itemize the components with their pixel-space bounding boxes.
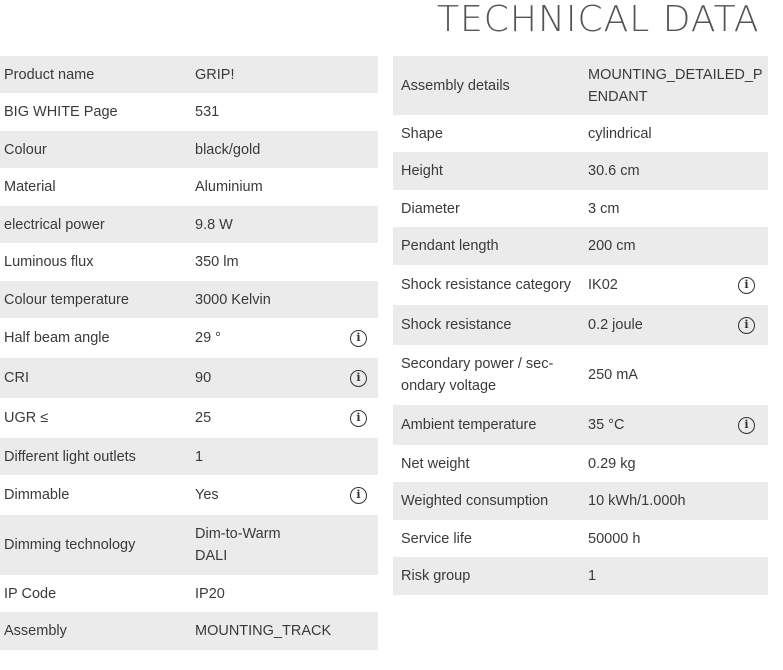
row-label: Risk group [401, 568, 471, 584]
row-label: Luminous flux [4, 254, 94, 270]
technical-data-table-right [393, 56, 768, 595]
table-row [0, 358, 378, 398]
table-row [393, 227, 768, 265]
row-label: CRI [4, 370, 29, 386]
row-value: 9.8 W [195, 217, 233, 233]
row-value: 25 [195, 410, 212, 426]
row-value: 0.2 joule [588, 317, 643, 333]
table-row [393, 190, 768, 227]
info-icon[interactable]: i [738, 417, 755, 434]
table-row [393, 56, 768, 115]
row-value: black/gold [195, 142, 261, 158]
row-value: 0.29 kg [588, 456, 636, 472]
table-row [0, 398, 378, 438]
table-row [393, 520, 768, 557]
table-row [0, 93, 378, 131]
table-row [0, 515, 378, 575]
row-label: Weighted consumption [401, 493, 549, 509]
info-icon[interactable]: i [350, 487, 367, 504]
table-row [0, 281, 378, 318]
row-label: Half beam angle [4, 330, 110, 346]
row-value: IK02 [588, 277, 618, 293]
row-value: 3 cm [588, 201, 620, 217]
row-value: 1 [588, 568, 597, 584]
info-icon[interactable]: i [350, 410, 367, 427]
row-label: Dimmable [4, 487, 70, 503]
row-value: IP20 [195, 586, 225, 602]
row-label: Dimming technology [4, 537, 136, 553]
row-value: 29 ° [195, 330, 221, 346]
row-value: Aluminium [195, 179, 263, 195]
row-value: 250 mA [588, 367, 638, 383]
table-row [393, 115, 768, 152]
row-label: Assembly [4, 623, 67, 639]
table-row [393, 482, 768, 520]
table-row [0, 168, 378, 206]
row-value: 1 [195, 449, 204, 465]
row-label: Shape [401, 126, 443, 142]
row-value: 50000 h [588, 531, 641, 547]
row-label: Shock resistance category [401, 277, 572, 293]
row-label: UGR ≤ [4, 410, 49, 426]
row-label: Product name [4, 67, 95, 83]
row-label: Service life [401, 531, 472, 547]
table-row [0, 56, 378, 93]
row-label: Pendant length [401, 238, 499, 254]
row-value: 10 kWh/1.000h [588, 493, 686, 509]
table-row [0, 243, 378, 281]
row-label: Different light outlets [4, 449, 136, 465]
table-row [0, 575, 378, 612]
row-label: Material [4, 179, 56, 195]
info-icon[interactable]: i [350, 370, 367, 387]
row-label: Ambient temperature [401, 417, 537, 433]
row-label: electrical power [4, 217, 105, 233]
table-row [393, 265, 768, 305]
table-row [0, 438, 378, 475]
row-label: IP Code [4, 586, 57, 602]
row-label: Height [401, 163, 443, 179]
row-label: Shock resistance [401, 317, 512, 333]
table-row [393, 152, 768, 190]
row-value: 350 lm [195, 254, 239, 270]
table-row [393, 445, 768, 482]
row-value: 30.6 cm [588, 163, 640, 179]
row-value: MOUNTING_TRACK [195, 623, 332, 639]
row-value: 90 [195, 370, 212, 386]
table-row [393, 557, 768, 595]
row-value: MOUNTING_DETAILED_P ENDANT [588, 67, 763, 105]
table-row [393, 405, 768, 445]
table-row [393, 345, 768, 405]
row-label: Net weight [401, 456, 470, 472]
table-row [0, 475, 378, 515]
row-label: Secondary power / sec- ondary voltage [401, 356, 554, 394]
table-row [0, 131, 378, 168]
row-value: cylindrical [588, 126, 652, 142]
table-row [393, 305, 768, 345]
info-icon[interactable]: i [350, 330, 367, 347]
row-label: BIG WHITE Page [4, 104, 118, 120]
row-value: Dim-to-Warm DALI [195, 526, 281, 564]
row-value: Yes [195, 487, 219, 503]
page-title: TECHNICAL DATA [437, 0, 760, 40]
technical-data-table-left [0, 56, 378, 650]
row-label: Colour temperature [4, 292, 129, 308]
row-value: 35 °C [588, 417, 625, 433]
info-icon[interactable]: i [738, 317, 755, 334]
row-label: Assembly details [401, 78, 510, 94]
row-value: 3000 Kelvin [195, 292, 271, 308]
table-row [0, 206, 378, 243]
row-value: GRIP! [195, 67, 235, 83]
info-icon[interactable]: i [738, 277, 755, 294]
row-value: 200 cm [588, 238, 636, 254]
table-row [0, 318, 378, 358]
table-row [0, 612, 378, 650]
row-label: Colour [4, 142, 47, 158]
row-label: Diameter [401, 201, 460, 217]
row-value: 531 [195, 104, 220, 120]
